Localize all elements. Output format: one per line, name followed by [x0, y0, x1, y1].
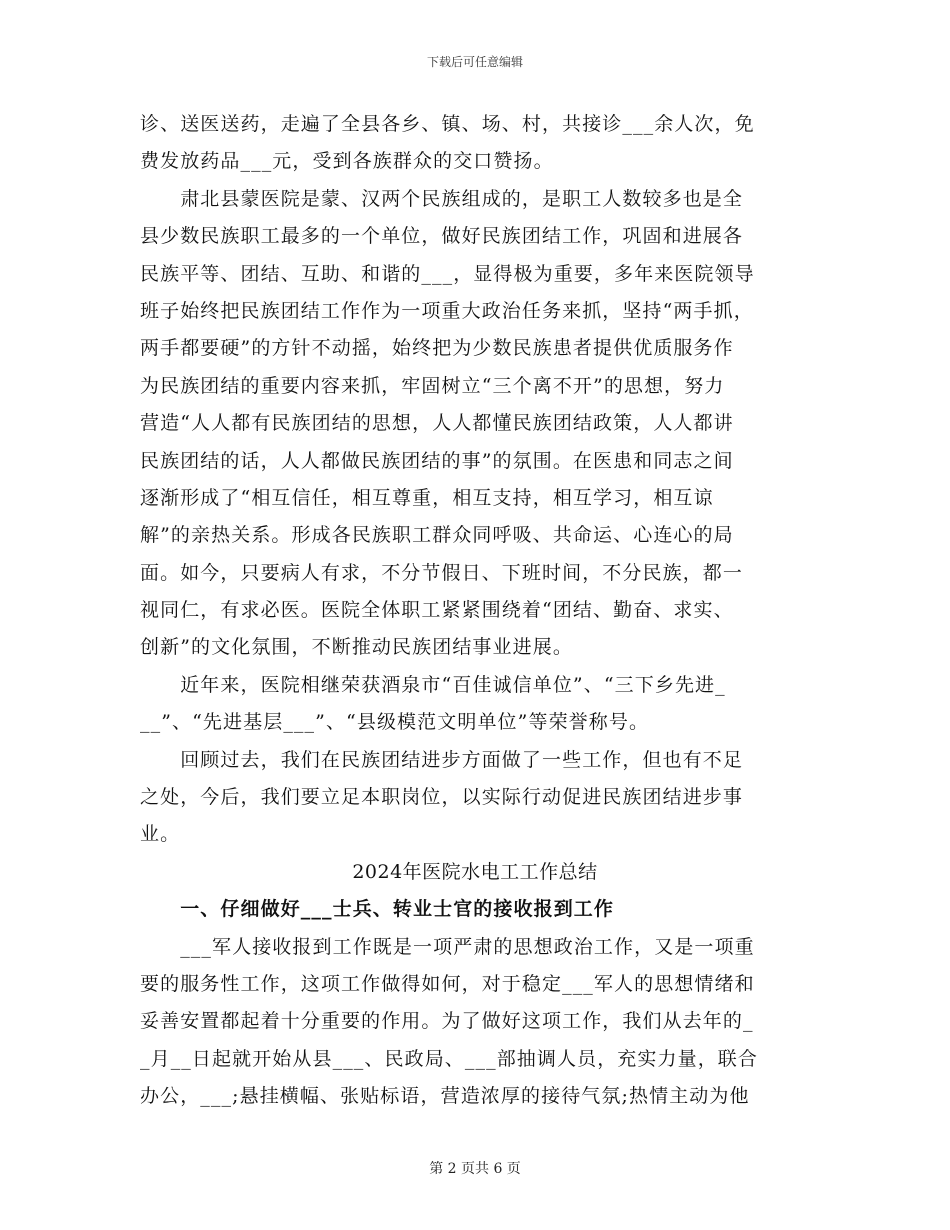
body-line-12: 解”的亲热关系。形成各民族职工群众同呼吸、共命运、心连心的局 — [140, 524, 734, 547]
body-line-20: 业。 — [140, 823, 181, 846]
section-heading: 一、仔细做好___士兵、转业士官的接收报到工作 — [140, 898, 615, 921]
document-title: 2024年医院水电工工作总结 — [352, 860, 598, 883]
section-line-4: _月__日起就开始从县___、民政局、___部抽调人员，充实力量，联合 — [140, 1047, 759, 1070]
body-line-14: 视同仁，有求必医。医院全体职工紧紧围绕着“团结、勤奋、求实、 — [140, 599, 734, 622]
body-line-8: 为民族团结的重要内容来抓，牢固树立“三个离不开”的思想，努力 — [140, 374, 725, 397]
body-line-17: __”、“先进基层___”、“县级模范文明单位”等荣誉称号。 — [140, 711, 650, 734]
document-body — [140, 106, 810, 1116]
body-line-3: 肃北县蒙医院是蒙、汉两个民族组成的，是职工人数较多也是全 — [140, 187, 744, 210]
body-line-6: 班子始终把民族团结工作作为一项重大政治任务来抓，坚持“两手抓， — [140, 299, 754, 322]
page-header: 下载后可任意编辑 — [426, 55, 523, 69]
body-line-15: 创新”的文化氛围，不断推动民族团结事业进展。 — [140, 636, 573, 659]
section-line-1: ___军人接收报到工作既是一项严肃的思想政治工作，又是一项重 — [140, 935, 755, 958]
body-line-13: 面。如今，只要病人有求，不分节假日、下班时间，不分民族，都一 — [140, 561, 744, 584]
body-line-1: 诊、送医送药，走遍了全县各乡、镇、场、村，共接诊___余人次，免 — [140, 113, 755, 135]
body-line-11: 逐渐形成了“相互信任，相互尊重，相互支持，相互学习，相互谅 — [140, 486, 714, 509]
section-line-5: 办公，___;悬挂横幅、张贴标语，营造浓厚的接待气氛;热情主动为他 — [140, 1085, 750, 1108]
section-line-3: 妥善安置都起着十分重要的作用。为了做好这项工作，我们从去年的_ — [140, 1010, 754, 1033]
body-line-2: 费发放药品___元，受到各族群众的交口赞扬。 — [140, 150, 554, 173]
body-line-7: 两手都要硬”的方针不动摇，始终把为少数民族患者提供优质服务作 — [140, 337, 734, 360]
body-line-9: 营造“人人都有民族团结的思想，人人都懂民族团结政策，人人都讲 — [140, 412, 734, 435]
page-footer: 第 2 页共 6 页 — [429, 1161, 521, 1177]
body-line-5: 民族平等、团结、互助、和谐的___，显得极为重要，多年来医院领导 — [140, 262, 755, 285]
body-line-16: 近年来，医院相继荣获酒泉市“百佳诚信单位”、“三下乡先进_ — [140, 673, 726, 696]
body-line-19: 之处，今后，我们要立足本职岗位，以实际行动促进民族团结进步事 — [140, 786, 744, 809]
section-line-2: 要的服务性工作，这项工作做得如何，对于稳定___军人的思想情绪和 — [140, 972, 755, 995]
body-line-18: 回顾过去，我们在民族团结进步方面做了一些工作，但也有不足 — [140, 748, 744, 771]
body-line-10: 民族团结的话，人人都做民族团结的事”的氛围。在医患和同志之间 — [140, 449, 734, 472]
body-line-4: 县少数民族职工最多的一个单位，做好民族团结工作，巩固和进展各 — [140, 225, 744, 248]
